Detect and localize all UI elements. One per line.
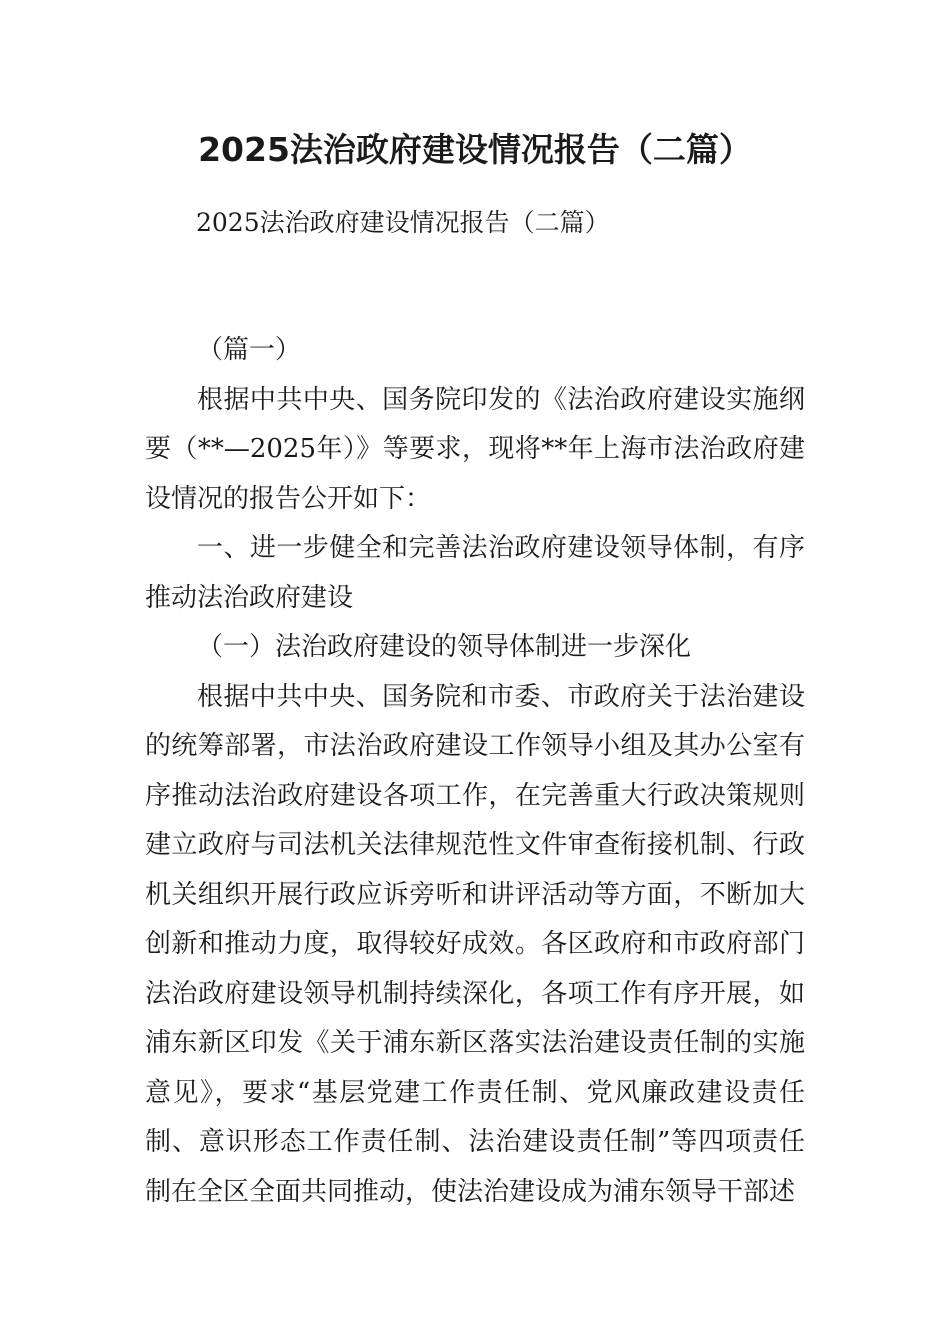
body-paragraph: 根据中共中央、国务院印发的《法治政府建设实施纲要（**—2025年）》等要求，现将**年上海市法治政府建设情况的报告公开如下： [145, 384, 805, 514]
subsection-heading: （一）法治政府建设的领导体制进一步深化 [197, 632, 692, 662]
document-title: 2025法治政府建设情况报告（二篇） [198, 130, 752, 169]
section-label: （篇一） [197, 335, 302, 365]
document-subtitle: 2025法治政府建设情况报告（二篇） [196, 208, 610, 237]
section-heading: 一、进一步健全和完善法治政府建设领导体制，有序推动法治政府建设 [145, 533, 805, 613]
document-body [145, 326, 805, 1217]
body-paragraph: 根据中共中央、国务院和市委、市政府关于法治建设的统筹部署，市法治政府建设工作领导小组及其办公室有序推动法治政府建设各项工作，在完善重大行政决策规则建立政府与司法机关法律规范性文件审查衔接机制、行政机关组织开展行政应诉旁听和讲评活动等方面，不断加大创新和推动力度，取得较好成效。各区政府和市政府部门法治政府建设领导机制持续深化，各项工作有序开展，如浦东新区印发《关于浦东新区落实法治建设责任制的实施意见》，要求“基层党建工作责任制、党风廉政建设责任制、意识形态工作责任制、法治建设责任制”等四项责任制在全区全面共同推动，使法治建设成为浦东领导干部述 [145, 681, 805, 1207]
